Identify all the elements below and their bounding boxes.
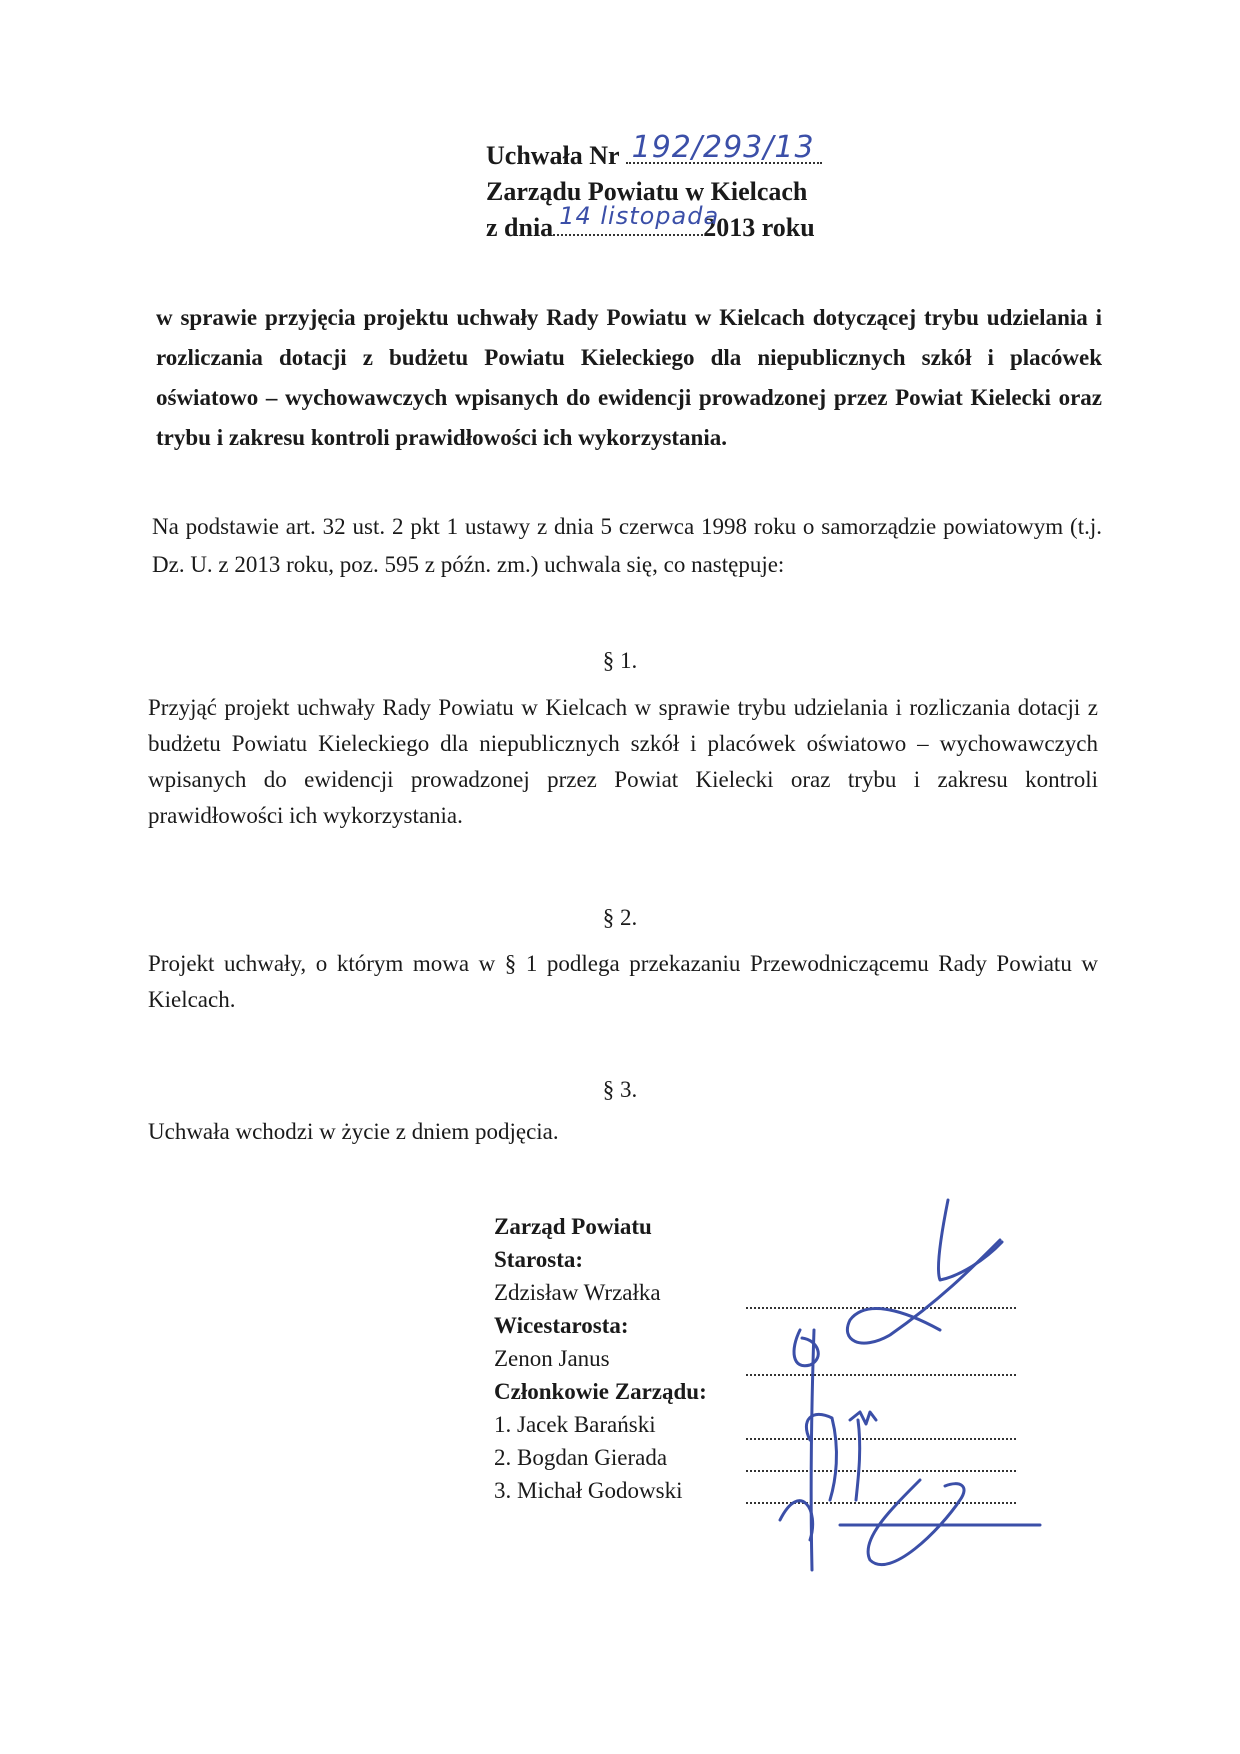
resolution-subject: w sprawie przyjęcia projektu uchwały Rady Powiatu w Kielcach dotyczącej trybu udzielania i rozliczania dotacji z budżetu Powiatu Kieleckiego dla niepublicznych szkół i placówek oświatowo – wychowawczych wpisanych do ewidencji prowadzonej przez Powiat Kielecki oraz trybu i zakresu kontroli prawidłowości ich wykorzystania. xyxy=(156,305,1102,450)
date-prefix: z dnia xyxy=(486,213,554,242)
wicestarosta-label: Wicestarosta: xyxy=(494,1313,629,1338)
paragraph-1-text: Przyjąć projekt uchwały Rady Powiatu w Kielcach w sprawie trybu udzielania i rozliczania dotacji z budżetu Powiatu Kieleckiego dla niepublicznych szkół i placówek oświatowo – wychowawczych wpisanych do ewidencji prowadzonej przez Powiat Kielecki oraz trybu i zakresu kontroli prawidłowości ich wykorzystania. xyxy=(148,695,1098,828)
paragraph-2-title: § 2. xyxy=(602,905,638,930)
resolution-title-prefix: Uchwała Nr xyxy=(486,141,620,170)
resolution-number-field xyxy=(626,130,822,165)
handwritten-signatures xyxy=(740,1180,1070,1580)
paragraph-3-text: Uchwała wchodzi w życie z dniem podjęcia. xyxy=(148,1119,559,1144)
resolution-number-handwritten: 192/293/13 xyxy=(631,130,815,165)
starosta-label: Starosta: xyxy=(494,1247,584,1272)
board-signatures xyxy=(494,1210,707,1507)
date-field xyxy=(553,202,720,236)
members-label: Członkowie Zarządu: xyxy=(494,1379,707,1404)
paragraph-2-text: Projekt uchwały, o którym mowa w § 1 podlega przekazaniu Przewodniczącemu Rady Powiatu w Kielcach. xyxy=(148,951,1098,1012)
legal-basis: Na podstawie art. 32 ust. 2 pkt 1 ustawy z dnia 5 czerwca 1998 roku o samorządzie powiatowym (t.j. Dz. U. z 2013 roku, poz. 595 z późn. zm.) uchwala się, co następuje: xyxy=(152,514,1102,577)
member-1: 1. Jacek Barański xyxy=(494,1412,656,1437)
date-suffix: 2013 roku xyxy=(703,213,815,242)
resolution-header xyxy=(486,130,822,246)
member-3: 3. Michał Godowski xyxy=(494,1478,683,1503)
member-2: 2. Bogdan Gierada xyxy=(494,1445,668,1470)
resolution-date-line xyxy=(486,202,822,246)
wicestarosta-name: Zenon Janus xyxy=(494,1346,610,1371)
starosta-name: Zdzisław Wrzałka xyxy=(494,1280,661,1305)
paragraph-3-title: § 3. xyxy=(602,1077,638,1102)
date-handwritten: 14 listopada xyxy=(559,202,720,230)
board-heading: Zarząd Powiatu xyxy=(494,1214,652,1239)
resolution-number-line xyxy=(486,130,822,174)
resolution-authority: Zarządu Powiatu w Kielcach xyxy=(486,177,808,206)
paragraph-1-title: § 1. xyxy=(602,648,638,673)
